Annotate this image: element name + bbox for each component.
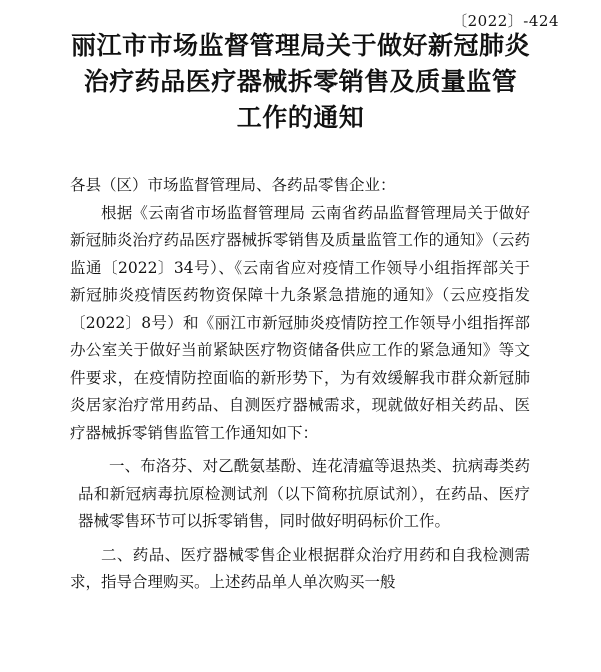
document-body xyxy=(70,172,530,597)
item-two-paragraph: 二、药品、医疗器械零售企业根据群众治疗用药和自我检测需求，指导合理购买。上述药品单人单次购买一般 xyxy=(70,545,530,591)
addressee: 各县（区）市场监督管理局、各药品零售企业： xyxy=(70,176,396,194)
intro-paragraph: 根据《云南省市场监督管理局 云南省药品监督管理局关于做好新冠肺炎治疗药品医疗器械拆零销售及质量监管工作的通知》（云药监通〔2022〕34号）、《云南省应对疫情工作领导小组指挥部关于新冠肺炎疫情医药物资保障十九条紧急措施的通知》（云应疫指发〔2022〕8号）和《丽江市新冠肺炎疫情防控工作领导小组指挥部办公室关于做好当前紧缺医疗物资储备供应工作的紧急通知》等文件要求，在疫情防控面临的新形势下，为有效缓解我市群众新冠肺炎居家治疗常用药品、自测医疗器械需求，现就做好相关药品、医疗器械拆零销售监管工作通知如下： xyxy=(70,203,530,442)
title-line-3: 工作的通知 xyxy=(236,103,365,132)
document-title xyxy=(0,28,601,136)
item-one-paragraph: 一、布洛芬、对乙酰氨基酚、连花清瘟等退热类、抗病毒类药品和新冠病毒抗原检测试剂（以下简称抗原试剂），在药品、医疗器械零售环节可以拆零销售，同时做好明码标价工作。 xyxy=(78,457,530,530)
title-line-1: 丽江市市场监督管理局关于做好新冠肺炎 xyxy=(70,31,530,60)
document-number: 〔2022〕-424 xyxy=(452,12,559,30)
title-line-2: 治疗药品医疗器械拆零销售及质量监管 xyxy=(83,67,518,96)
